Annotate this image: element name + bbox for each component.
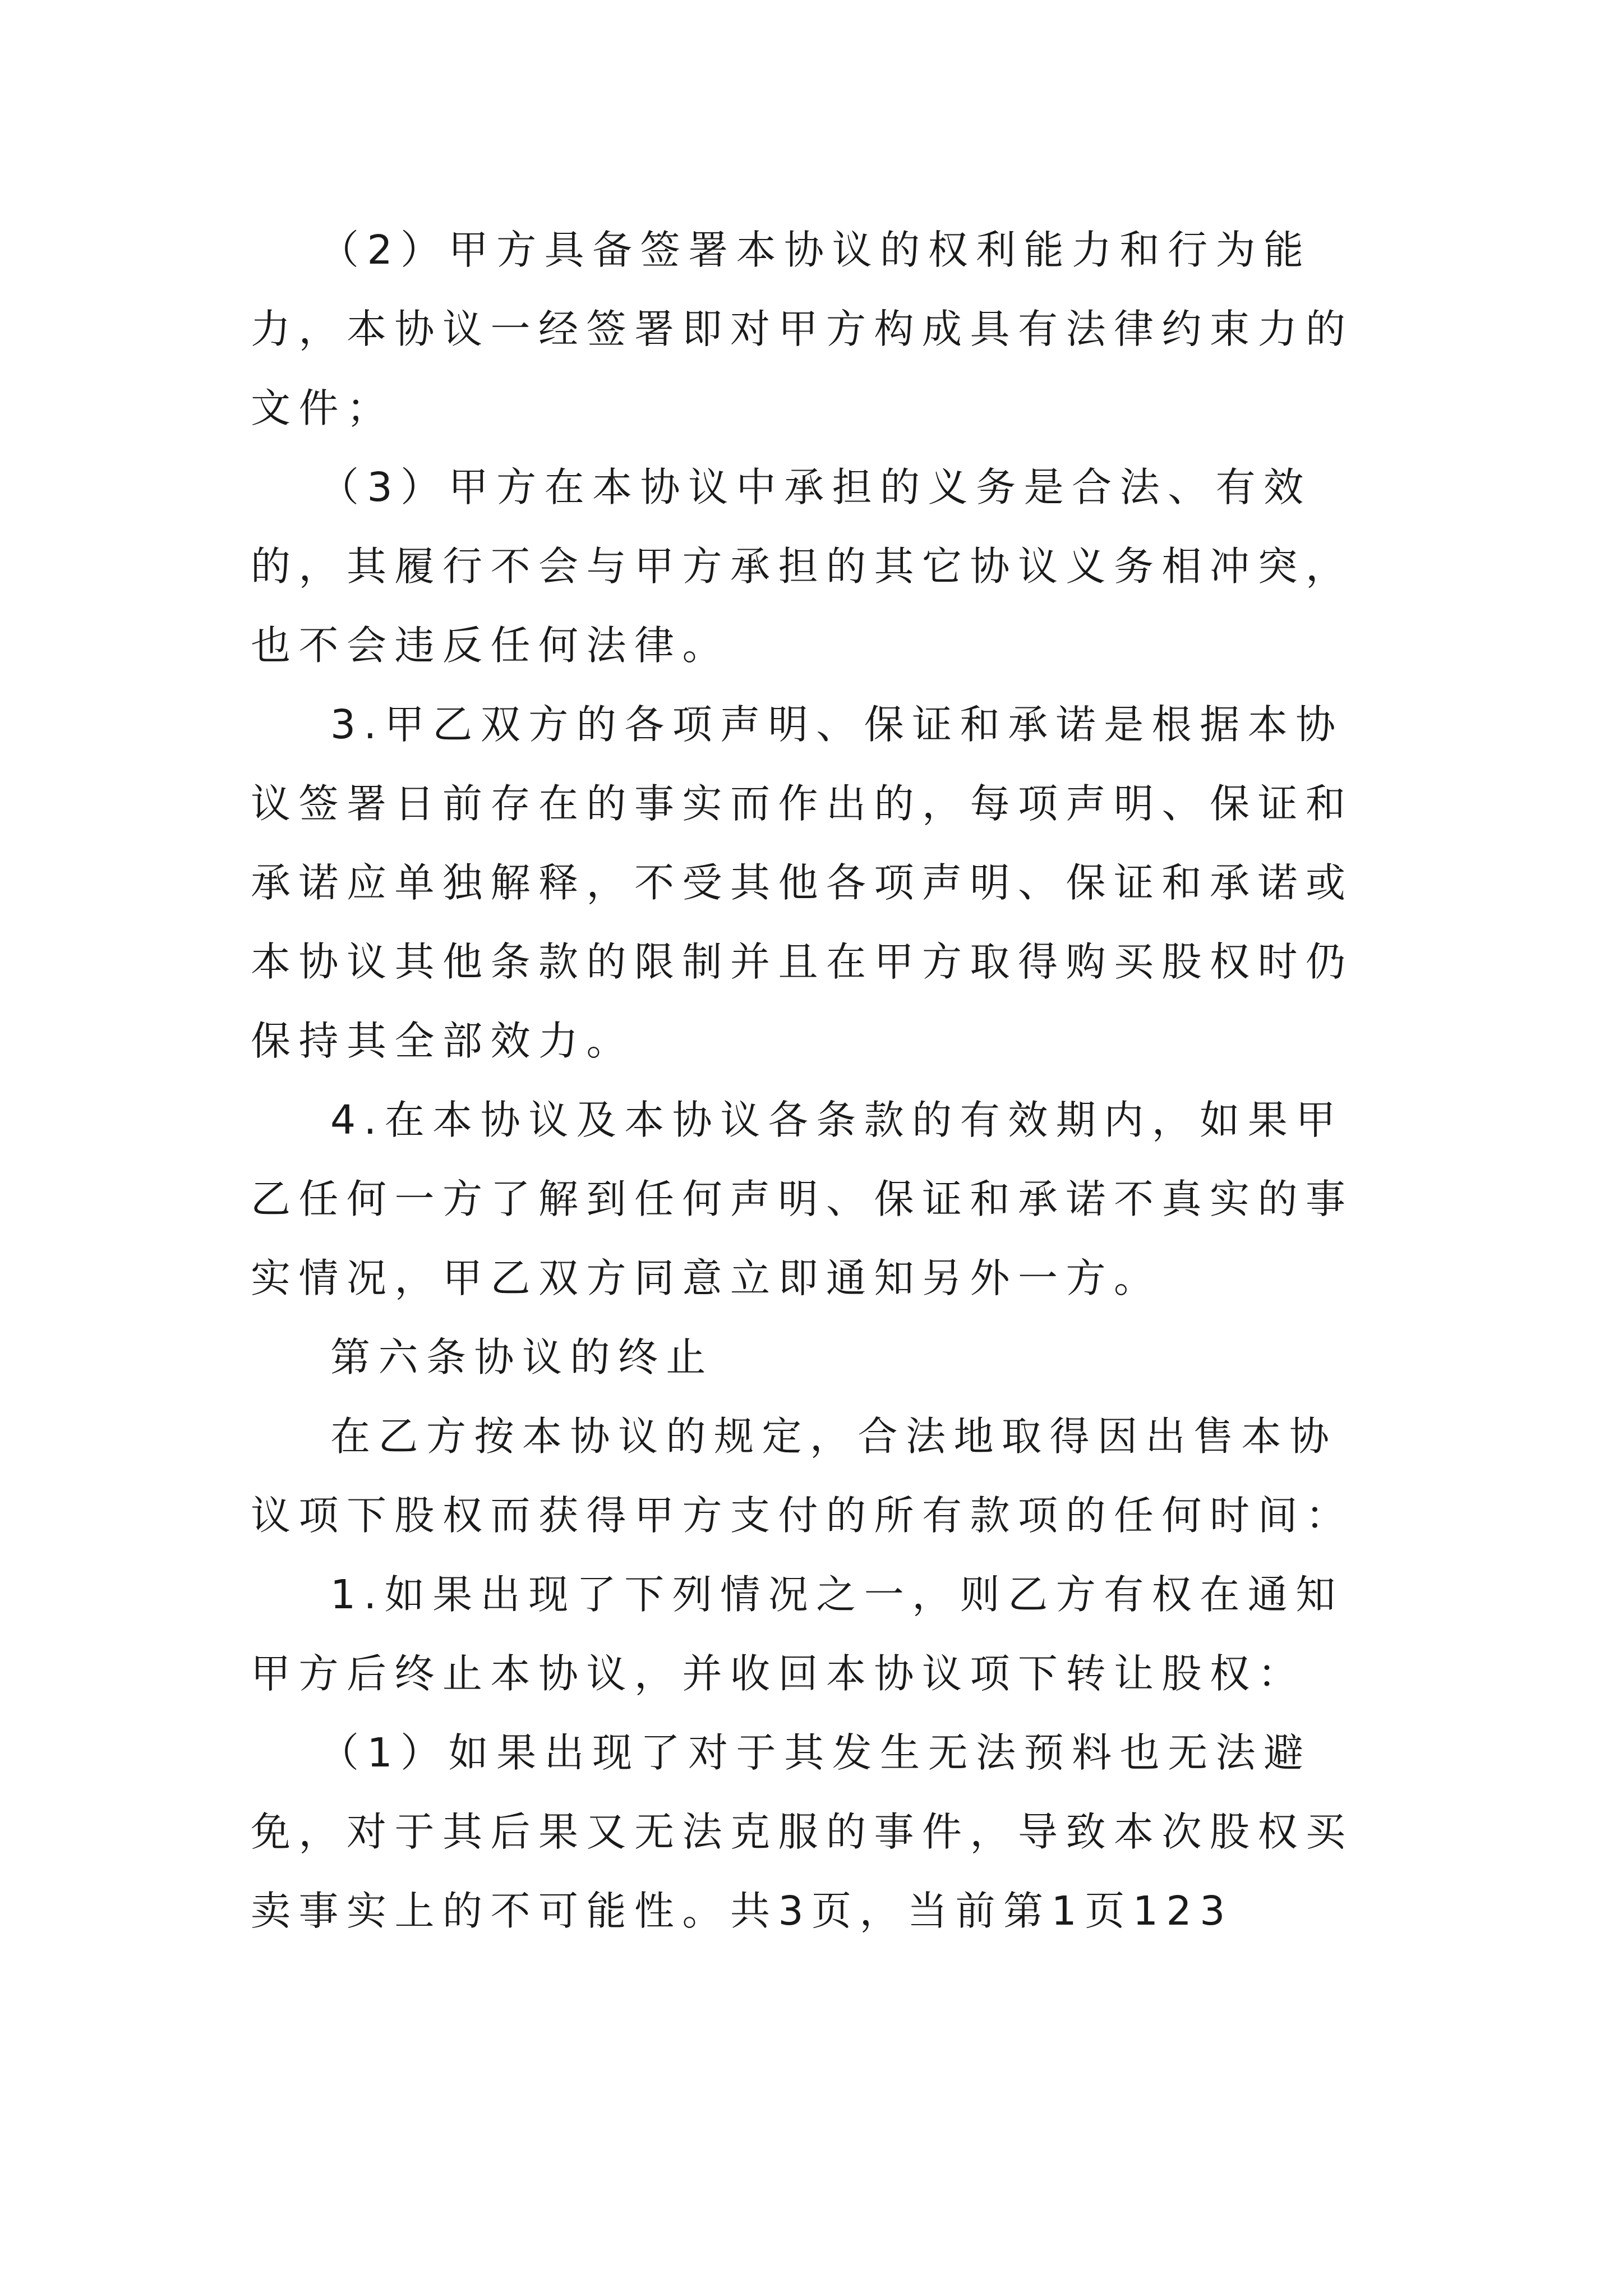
paragraph-party-a-capacity: （2）甲方具备签署本协议的权利能力和行为能力，本协议一经签署即对甲方构成具有法律约束力的文件； bbox=[251, 227, 1354, 431]
document-body bbox=[251, 210, 1372, 1950]
paragraph-termination-right: 1.如果出现了下列情况之一，则乙方有权在通知甲方后终止本协议，并收回本协议项下转让股权： bbox=[251, 1571, 1344, 1697]
paragraph-force-majeure: （1）如果出现了对于其发生无法预料也无法避免，对于其后果又无法克服的事件，导致本次股权买卖事实上的不可能性。共3页，当前第1页123 bbox=[251, 1729, 1354, 1934]
paragraph-party-a-obligations: （3）甲方在本协议中承担的义务是合法、有效的，其履行不会与甲方承担的其它协议义务相冲突，也不会违反任何法律。 bbox=[251, 464, 1354, 669]
paragraph-notification: 4.在本协议及本协议各条款的有效期内，如果甲乙任何一方了解到任何声明、保证和承诺不真实的事实情况，甲乙双方同意立即通知另外一方。 bbox=[251, 1097, 1354, 1301]
section-heading-termination: 第六条协议的终止 bbox=[330, 1334, 714, 1381]
paragraph-declarations-basis: 3.甲乙双方的各项声明、保证和承诺是根据本协议签署日前存在的事实而作出的，每项声明、保证和承诺应单独解释，不受其他各项声明、保证和承诺或本协议其他条款的限制并且在甲方取得购买股权时仍保持其全部效力。 bbox=[251, 701, 1354, 1064]
paragraph-termination-intro: 在乙方按本协议的规定，合法地取得因出售本协议项下股权而获得甲方支付的所有款项的任何时间： bbox=[251, 1413, 1354, 1539]
